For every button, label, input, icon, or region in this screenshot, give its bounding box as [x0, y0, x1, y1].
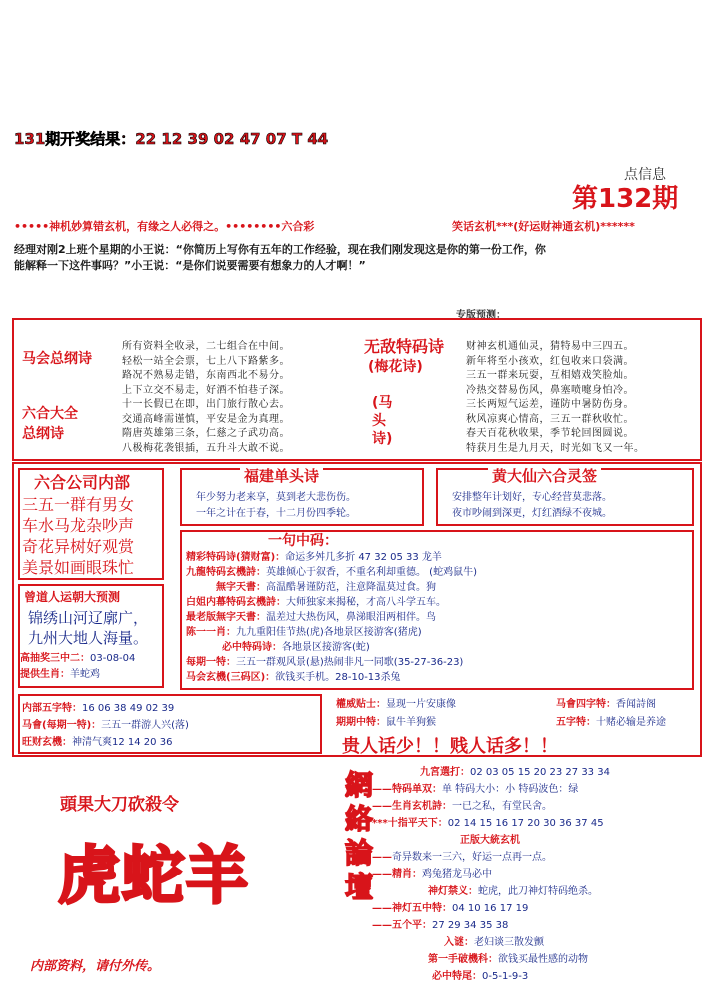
- company-line: 车水马龙杂吵声: [22, 516, 135, 535]
- center-tail: (马头诗): [372, 395, 393, 447]
- poem-line: 秋风凉爽心情高，三五一群秋收忙。: [466, 413, 634, 425]
- poem-line: 路况不熟易走错，东南西北不易分。: [122, 370, 290, 381]
- lucky-title: 曾道人运朝大预测: [24, 590, 121, 604]
- lucky-line: 锦绣山河辽廓广，: [28, 609, 149, 627]
- fujian-line: 一年之计在于春，十二月份四季轮。: [196, 508, 356, 519]
- footer-note: 内部资料，请付外传。: [30, 959, 161, 974]
- yijuzhong-row: 陈一一肖：九九重阳佳节热(虎)各地景区接游客(猪虎): [186, 627, 422, 638]
- info-tag: 点信息: [624, 167, 666, 183]
- lucky-number-label: 高抽奖三中二：: [20, 653, 90, 664]
- network-row: ——五个平：27 29 34 35 38: [372, 920, 509, 931]
- network-row: ——神灯五中特：04 10 16 17 19: [372, 903, 529, 914]
- huangdaxian-line: 夜市吵闹到深更，灯红酒绿不夜城。: [452, 508, 612, 519]
- fujian-lines: [196, 490, 356, 522]
- lhc-company-title: 六合公司内部: [34, 473, 131, 492]
- tips-row: 權威贴士：显现一片安康像: [336, 699, 456, 710]
- zodiac-big: 虎蛇羊: [58, 839, 251, 912]
- huangdaxian-line: 安排整年计划好，专心经营莫悲落。: [452, 492, 612, 503]
- poem-line: 八极梅花袭银插，五升斗大敢不说。: [122, 442, 290, 454]
- tips-block: [336, 696, 456, 732]
- fujian-title: 福建单头诗: [240, 465, 323, 486]
- lucky-provider-row: [20, 668, 100, 682]
- company-line: 美景如画眼珠忙: [22, 558, 135, 577]
- network-row: ——特码单双：单 特码大小：小 特码波色：绿: [372, 784, 579, 795]
- huangdaxian-title: 黄大仙六合灵签: [488, 465, 601, 486]
- network-row: 第一手破機科：欲钱买最性感的动物: [428, 954, 588, 965]
- network-row: ——生肖玄机詩：一已之私，有堂民舍。: [372, 801, 552, 812]
- joke-line: 经理对刚2上班个星期的小王说：“你简历上写你有五年的工作经验，现在我们刚发现这是你的第一份工作，你: [14, 243, 546, 256]
- lucky-provider-value: 羊蛇鸡: [70, 669, 100, 680]
- fujian-line: 年少努力老来享，莫到老大悲伤伤。: [196, 492, 356, 503]
- label-mahui: 马会总纲诗: [22, 351, 92, 367]
- tips-block-right: [556, 696, 666, 732]
- center-subtitle: (梅花诗): [368, 359, 423, 375]
- yijuzhong-row: 精彩特码诗(猜财富)：命运多舛几多折 47 32 05 33 龙羊: [186, 552, 442, 563]
- yijuzhong-row: 每期一特：三五一群观风景(悬)热闹非凡一同歌(35-27-36-23): [186, 657, 464, 668]
- joke-text: [14, 242, 704, 274]
- slogan-left: •••••神机妙算错玄机，有缘之人必得之。••••••••六合彩: [14, 220, 315, 233]
- network-rows: [372, 764, 610, 985]
- poem-line: 财神玄机通仙灵，猜特易中三四五。: [466, 341, 634, 352]
- yijuzhong-row: 必中特码诗：各地景区接游客(蛇): [222, 642, 370, 653]
- poem-line: 新年将至小孩欢，红包收来口袋满。: [466, 355, 634, 367]
- tips-banner: 贵人话少！！贱人话多！！: [342, 736, 558, 757]
- lucky-lines: [28, 608, 148, 648]
- network-row: ——奇异数来一三六，好运一点再一点。: [372, 852, 552, 863]
- poem-line: 所有资料全收录，二七组合在中间。: [122, 341, 290, 352]
- internal-row: 旺财玄機：神清气爽12 14 20 36: [22, 737, 173, 748]
- network-vertical-title: 網絡論壇: [341, 770, 374, 906]
- special-forecast: 专版预测：: [456, 310, 506, 321]
- lucky-line: 九州大地人海量。: [28, 629, 149, 647]
- result-line: 131期开奖结果：22 12 39 02 47 07 T 44: [14, 130, 329, 148]
- poem-line: 春天百花秋收果，季节轮回图圆说。: [466, 428, 634, 439]
- poem-line: 三五一群来玩耍，互相嬉戏笑脸灿。: [466, 370, 634, 381]
- company-line: 三五一群有男女: [22, 495, 135, 514]
- yijuzhong-row: 马会玄機(三码区)：欲钱买手机。28-10-13杀兔: [186, 672, 401, 683]
- issue-number: 第132期: [572, 184, 679, 214]
- poem-line: 上下立交不易走，好酒不怕巷子深。: [122, 384, 290, 396]
- poem-line: 冷热交替易伤风，鼻塞喷嚏身怕冷。: [466, 384, 634, 396]
- tips-row: 五字特：十赌必输是养途: [556, 717, 666, 728]
- huangdaxian-lines: [452, 490, 612, 522]
- network-row: 九宮選打：02 03 05 15 20 23 27 33 34: [420, 767, 610, 778]
- network-row: 必中特尾：0-5-1-9-3: [432, 971, 529, 982]
- internal-row: 马會(每期一特)：三五一群游人兴(落): [22, 720, 189, 731]
- internal-rows: [22, 700, 189, 751]
- poem-line: 交通高峰需谨慎，平安是金为真理。: [122, 413, 290, 425]
- yijuzhong-row: 最老版無字天書：温差过大热伤风，鼻涕眼泪两相伴。鸟: [186, 612, 436, 623]
- poem-line: 特获月生是九月天，时光如飞又一年。: [466, 442, 645, 454]
- poem-right: [466, 340, 645, 456]
- network-row: 正版大統玄机: [460, 835, 520, 846]
- yijuzhong-title: 一句中码：: [268, 533, 338, 549]
- label-liuhe: 六合大全总纲诗: [22, 406, 78, 442]
- network-row: 神灯禁义：蛇虎，此刀神灯特码绝杀。: [428, 886, 598, 897]
- internal-row: 内部五字特：16 06 38 49 02 39: [22, 703, 175, 714]
- poem-line: 轻松一站全会票，七上八下路紫多。: [122, 355, 290, 367]
- yijuzhong-row: 無字天書：高温酷暑谨防范，注意降温莫过食。狗: [216, 582, 436, 593]
- poem-line: 三长两短气运差，谨防中暑防伤身。: [466, 399, 634, 410]
- lhc-company-lines: [22, 494, 134, 578]
- network-row: 入谜：老妇谈三散发颤: [444, 937, 544, 948]
- yijuzhong-row: 白姐内幕特码玄機詩：大师独家来揭秘，才高八斗学五车。: [186, 597, 446, 608]
- lucky-number-value: 03-08-04: [90, 653, 136, 664]
- company-line: 奇花异树好观赏: [22, 537, 135, 556]
- tips-row: 期期中特：鼠牛羊狗猴: [336, 717, 436, 728]
- network-row: ——精肖：鸡兔猪龙马必中: [372, 869, 492, 880]
- center-title: 无敌特码诗: [364, 337, 445, 356]
- poem-line: 隋唐英雄第三条，仁慈之子武功高。: [122, 428, 290, 439]
- poem-line: 十一长假已在即，出门旅行散心去。: [122, 399, 290, 410]
- yijuzhong-rows: [186, 550, 477, 685]
- slogan-right: 笑话玄机***(好运财神通玄机)******: [452, 220, 635, 233]
- yijuzhong-row: 九龍特码玄機詩：英雄倾心于叙香，不重名利却重德。 (蛇鸡鼠牛): [186, 567, 477, 578]
- poem-left: [122, 340, 290, 456]
- lucky-provider-label: 提供生肖：: [20, 669, 70, 680]
- lucky-number-row: [20, 652, 135, 666]
- tips-row: 马會四字特：香闻詩阁: [556, 699, 656, 710]
- knife-title: 頭果大刀砍殺令: [60, 795, 179, 815]
- joke-line: 能解释一下这件事吗？”小王说：“是你们说要需要有想象力的人才啊！”: [14, 259, 366, 272]
- network-row: ***十指平天下：02 14 15 16 17 20 30 36 37 45: [372, 818, 604, 829]
